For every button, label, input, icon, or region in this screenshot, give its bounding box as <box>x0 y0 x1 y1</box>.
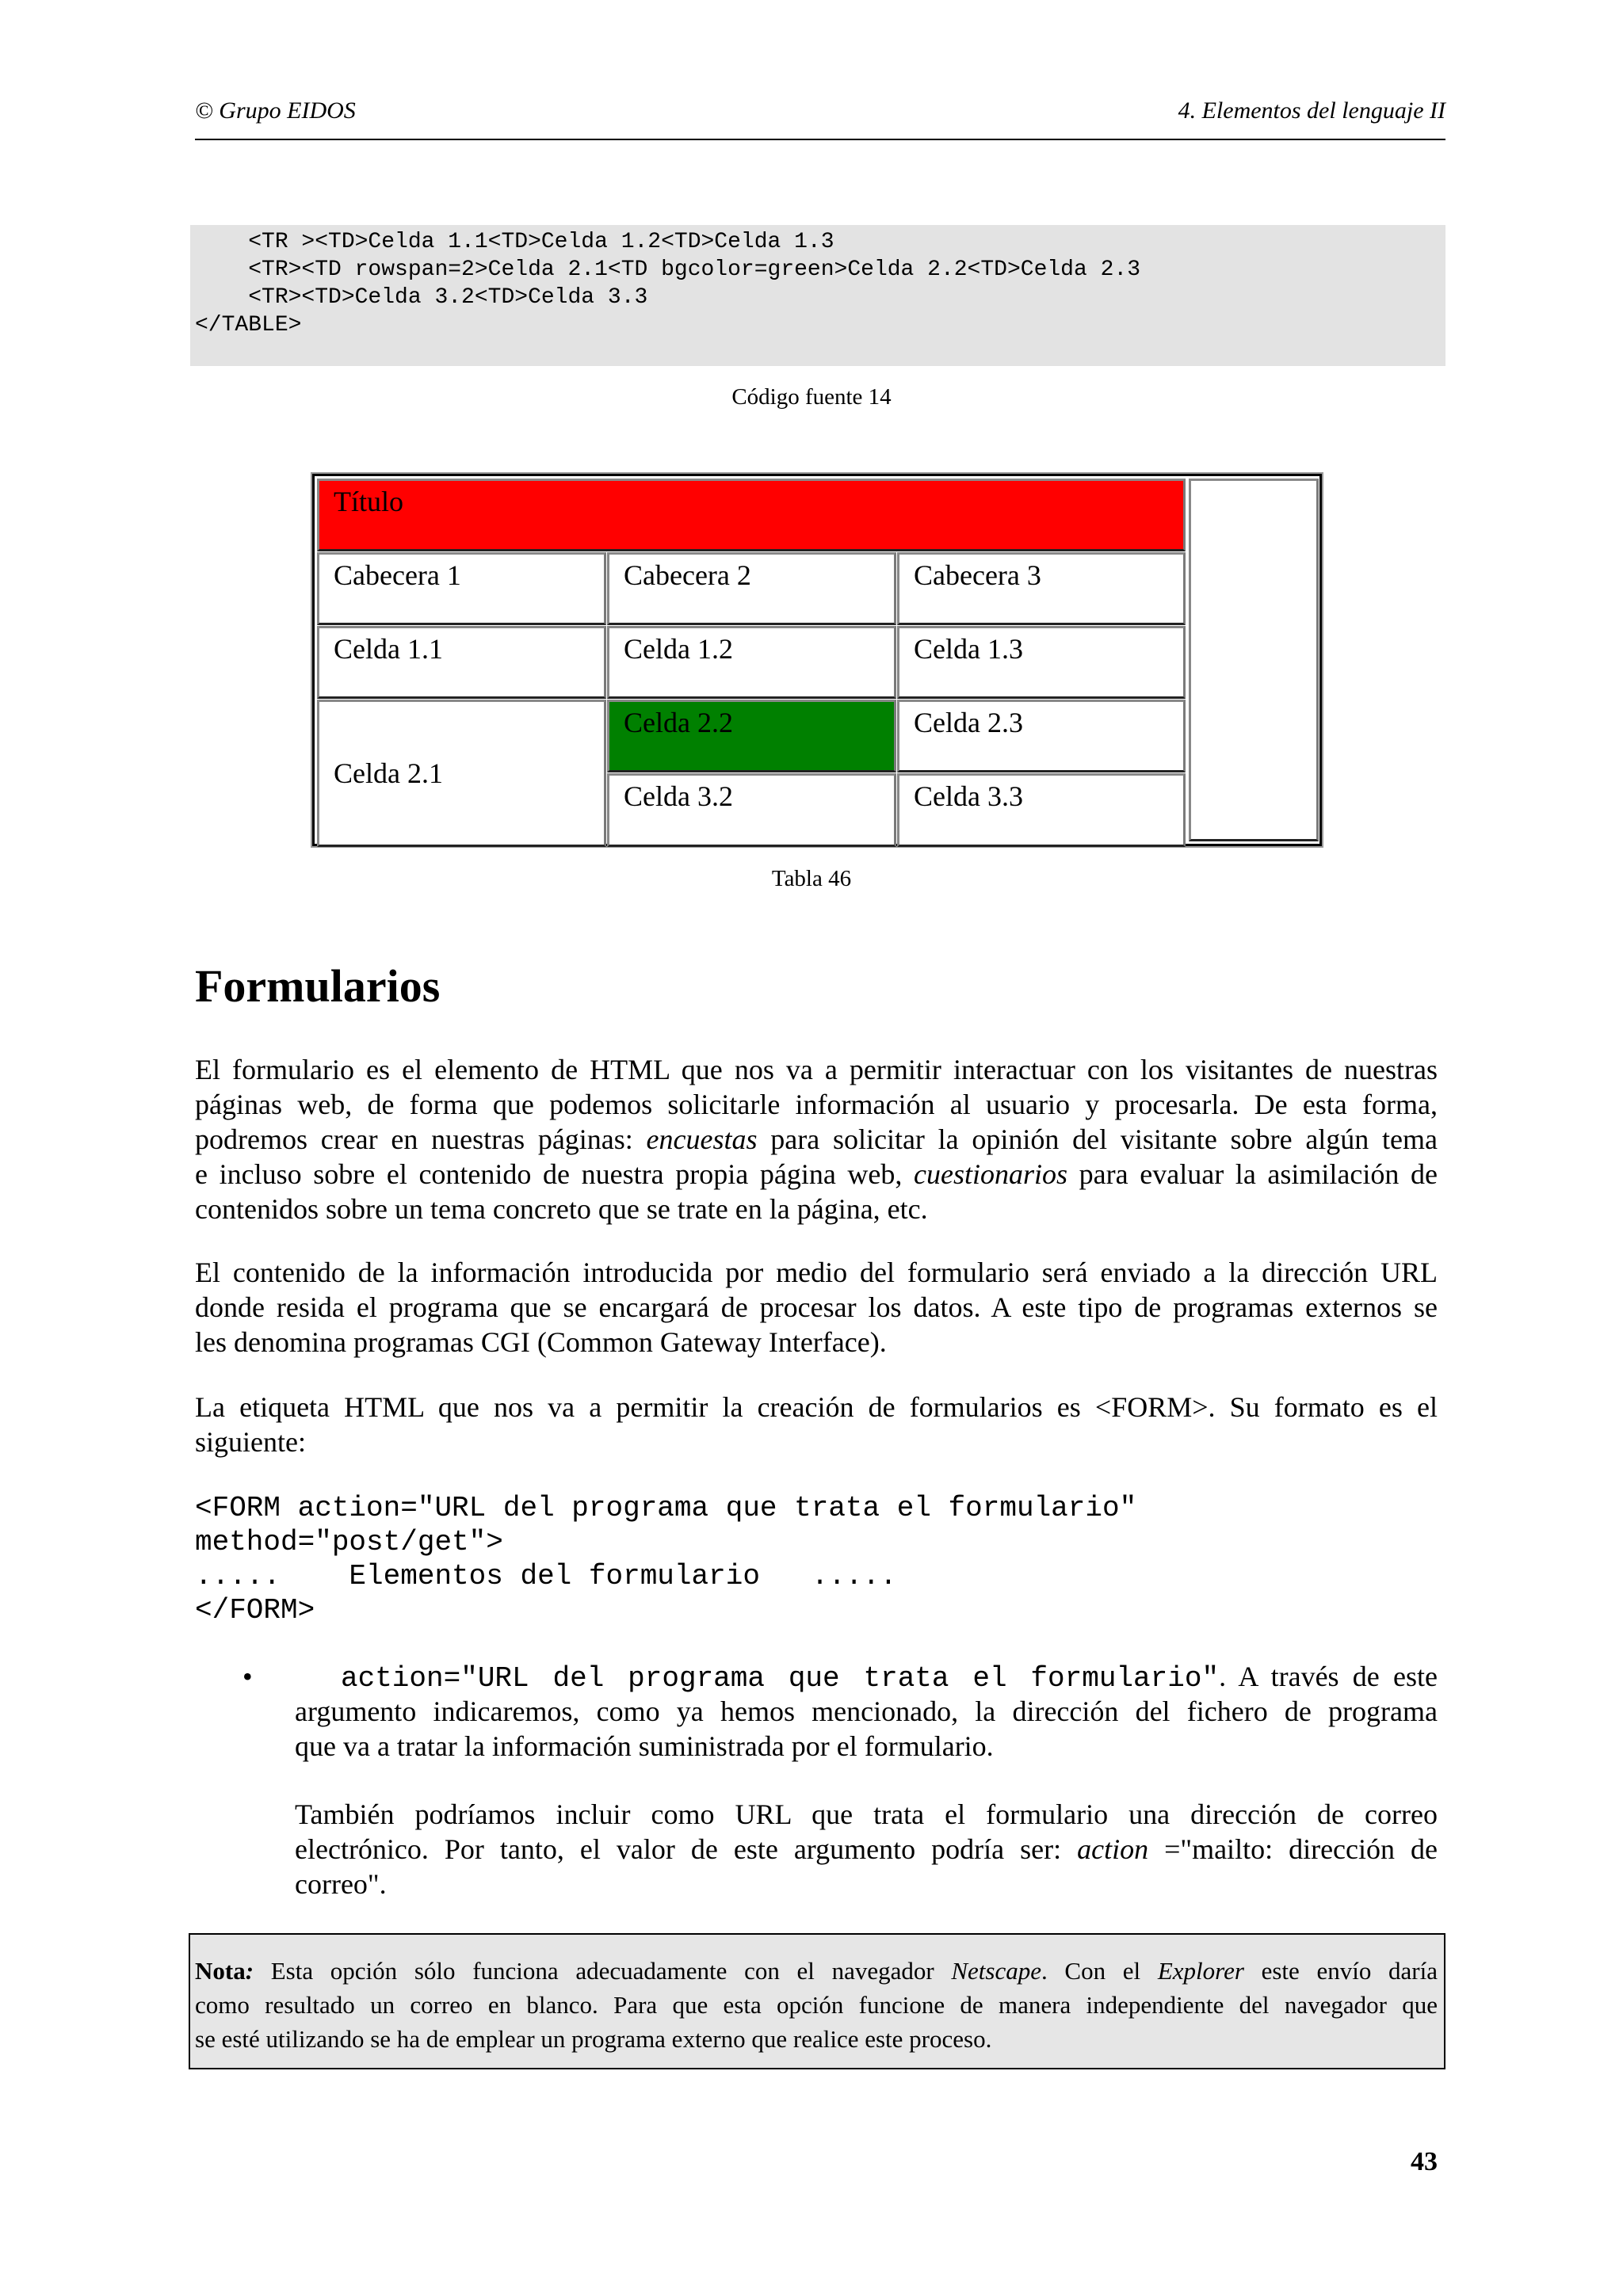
table-cell: Celda 3.3 <box>897 773 1186 847</box>
table-cell: Celda 1.3 <box>897 626 1186 699</box>
table-caption: Tabla 46 <box>771 866 852 891</box>
table-cell-rowspan: Celda 2.1 <box>317 700 606 847</box>
text-line: páginas web, de forma que podemos solicitarle información al usuario y procesarla. De esta forma, <box>195 1089 1438 1120</box>
inline-code: action="URL del programa que trata el formulario" <box>341 1662 1220 1695</box>
bullet-text-mailto <box>295 1797 1438 1901</box>
form-code-line: method="post/get"> <box>195 1526 503 1558</box>
text-line: les denomina programas CGI (Common Gateway Interface). <box>195 1326 887 1358</box>
note-text <box>195 1954 1438 2056</box>
code-line: <TR><TD rowspan=2>Celda 2.1<TD bgcolor=green>Celda 2.2<TD>Celda 2.3 <box>195 257 1140 282</box>
paragraph-intro <box>195 1052 1438 1226</box>
emphasis: cuestionarios <box>914 1158 1068 1190</box>
text-line: como resultado un correo en blanco. Para que esta opción funcione de manera independiente del navegador que <box>195 1991 1438 2019</box>
text-line: donde resida el programa que se encargará de procesar los datos. A este tipo de programas externos se <box>195 1291 1438 1323</box>
page-number: 43 <box>1411 2147 1438 2176</box>
table-cell-green: Celda 2.2 <box>607 700 896 772</box>
section-title: Formularios <box>195 960 441 1012</box>
text-line: se esté utilizando se ha de emplear un programa externo que realice este proceso. <box>195 2025 992 2053</box>
text-line: electrónico. Por tanto, el valor de este argumento podría ser: action ="mailto: dirección de <box>295 1833 1438 1865</box>
note-label: Nota <box>195 1957 246 1985</box>
table-header-cell: Cabecera 1 <box>317 552 606 625</box>
code-line: <TR ><TD>Celda 1.1<TD>Celda 1.2<TD>Celda 1.3 <box>195 230 834 254</box>
text-line: Nota: Esta opción sólo funciona adecuadamente con el navegador Netscape. Con el Explorer este envío daría <box>195 1957 1438 1985</box>
text-line: correo". <box>295 1868 387 1900</box>
text-line: contenidos sobre un tema concreto que se trate en la página, etc. <box>195 1193 928 1225</box>
bullet-marker: • <box>242 1661 253 1692</box>
header-chapter: 4. Elementos del lenguaje II <box>1178 97 1445 124</box>
header-publisher: © Grupo EIDOS <box>195 97 356 124</box>
table-cell: Celda 1.1 <box>317 626 606 699</box>
text-line: e incluso sobre el contenido de nuestra propia página web, cuestionarios para evaluar la asimilación de <box>195 1158 1438 1190</box>
demo-table <box>312 474 1322 846</box>
text-line: podremos crear en nuestras páginas: encuestas para solicitar la opinión del visitante sobre algún tema <box>195 1123 1438 1155</box>
paragraph-form-tag <box>195 1390 1438 1459</box>
text-line: argumento indicaremos, como ya hemos mencionado, la dirección del fichero de programa <box>295 1695 1438 1727</box>
table-header-cell: Cabecera 3 <box>897 552 1186 625</box>
emphasis: action <box>1077 1833 1149 1865</box>
form-code-line: </FORM> <box>195 1594 315 1627</box>
table-cell: Celda 1.2 <box>607 626 896 699</box>
emphasis: encuestas <box>646 1123 758 1155</box>
text-line: siguiente: <box>195 1426 306 1458</box>
text-line: action="URL del programa que trata el formulario". A través de este <box>295 1659 1438 1694</box>
text-line: El contenido de la información introducida por medio del formulario será enviado a la dirección URL <box>195 1257 1438 1288</box>
table-title-cell: Título <box>317 479 1186 551</box>
table-cell: Celda 2.3 <box>897 700 1186 772</box>
table-empty-column <box>1189 479 1319 841</box>
paragraph-cgi <box>195 1255 1438 1360</box>
text-line: La etiqueta HTML que nos va a permitir la creación de formularios es <FORM>. Su formato es el <box>195 1391 1438 1423</box>
form-code-line: ..... Elementos del formulario ..... <box>195 1560 897 1592</box>
table-header-cell: Cabecera 2 <box>607 552 896 625</box>
code-line: </TABLE> <box>195 313 302 338</box>
text-line: que va a tratar la información suministrada por el formulario. <box>295 1730 994 1762</box>
code-caption: Código fuente 14 <box>731 384 892 410</box>
header-divider <box>195 139 1445 140</box>
form-code-line: <FORM action="URL del programa que trata el formulario" <box>195 1492 1137 1524</box>
text-line: El formulario es el elemento de HTML que nos va a permitir interactuar con los visitantes de nuestras <box>195 1054 1438 1085</box>
code-line: <TR><TD>Celda 3.2<TD>Celda 3.3 <box>195 285 648 310</box>
table-cell: Celda 3.2 <box>607 773 896 847</box>
text-line: También podríamos incluir como URL que trata el formulario una dirección de correo <box>295 1798 1438 1830</box>
bullet-text <box>295 1659 1438 1764</box>
